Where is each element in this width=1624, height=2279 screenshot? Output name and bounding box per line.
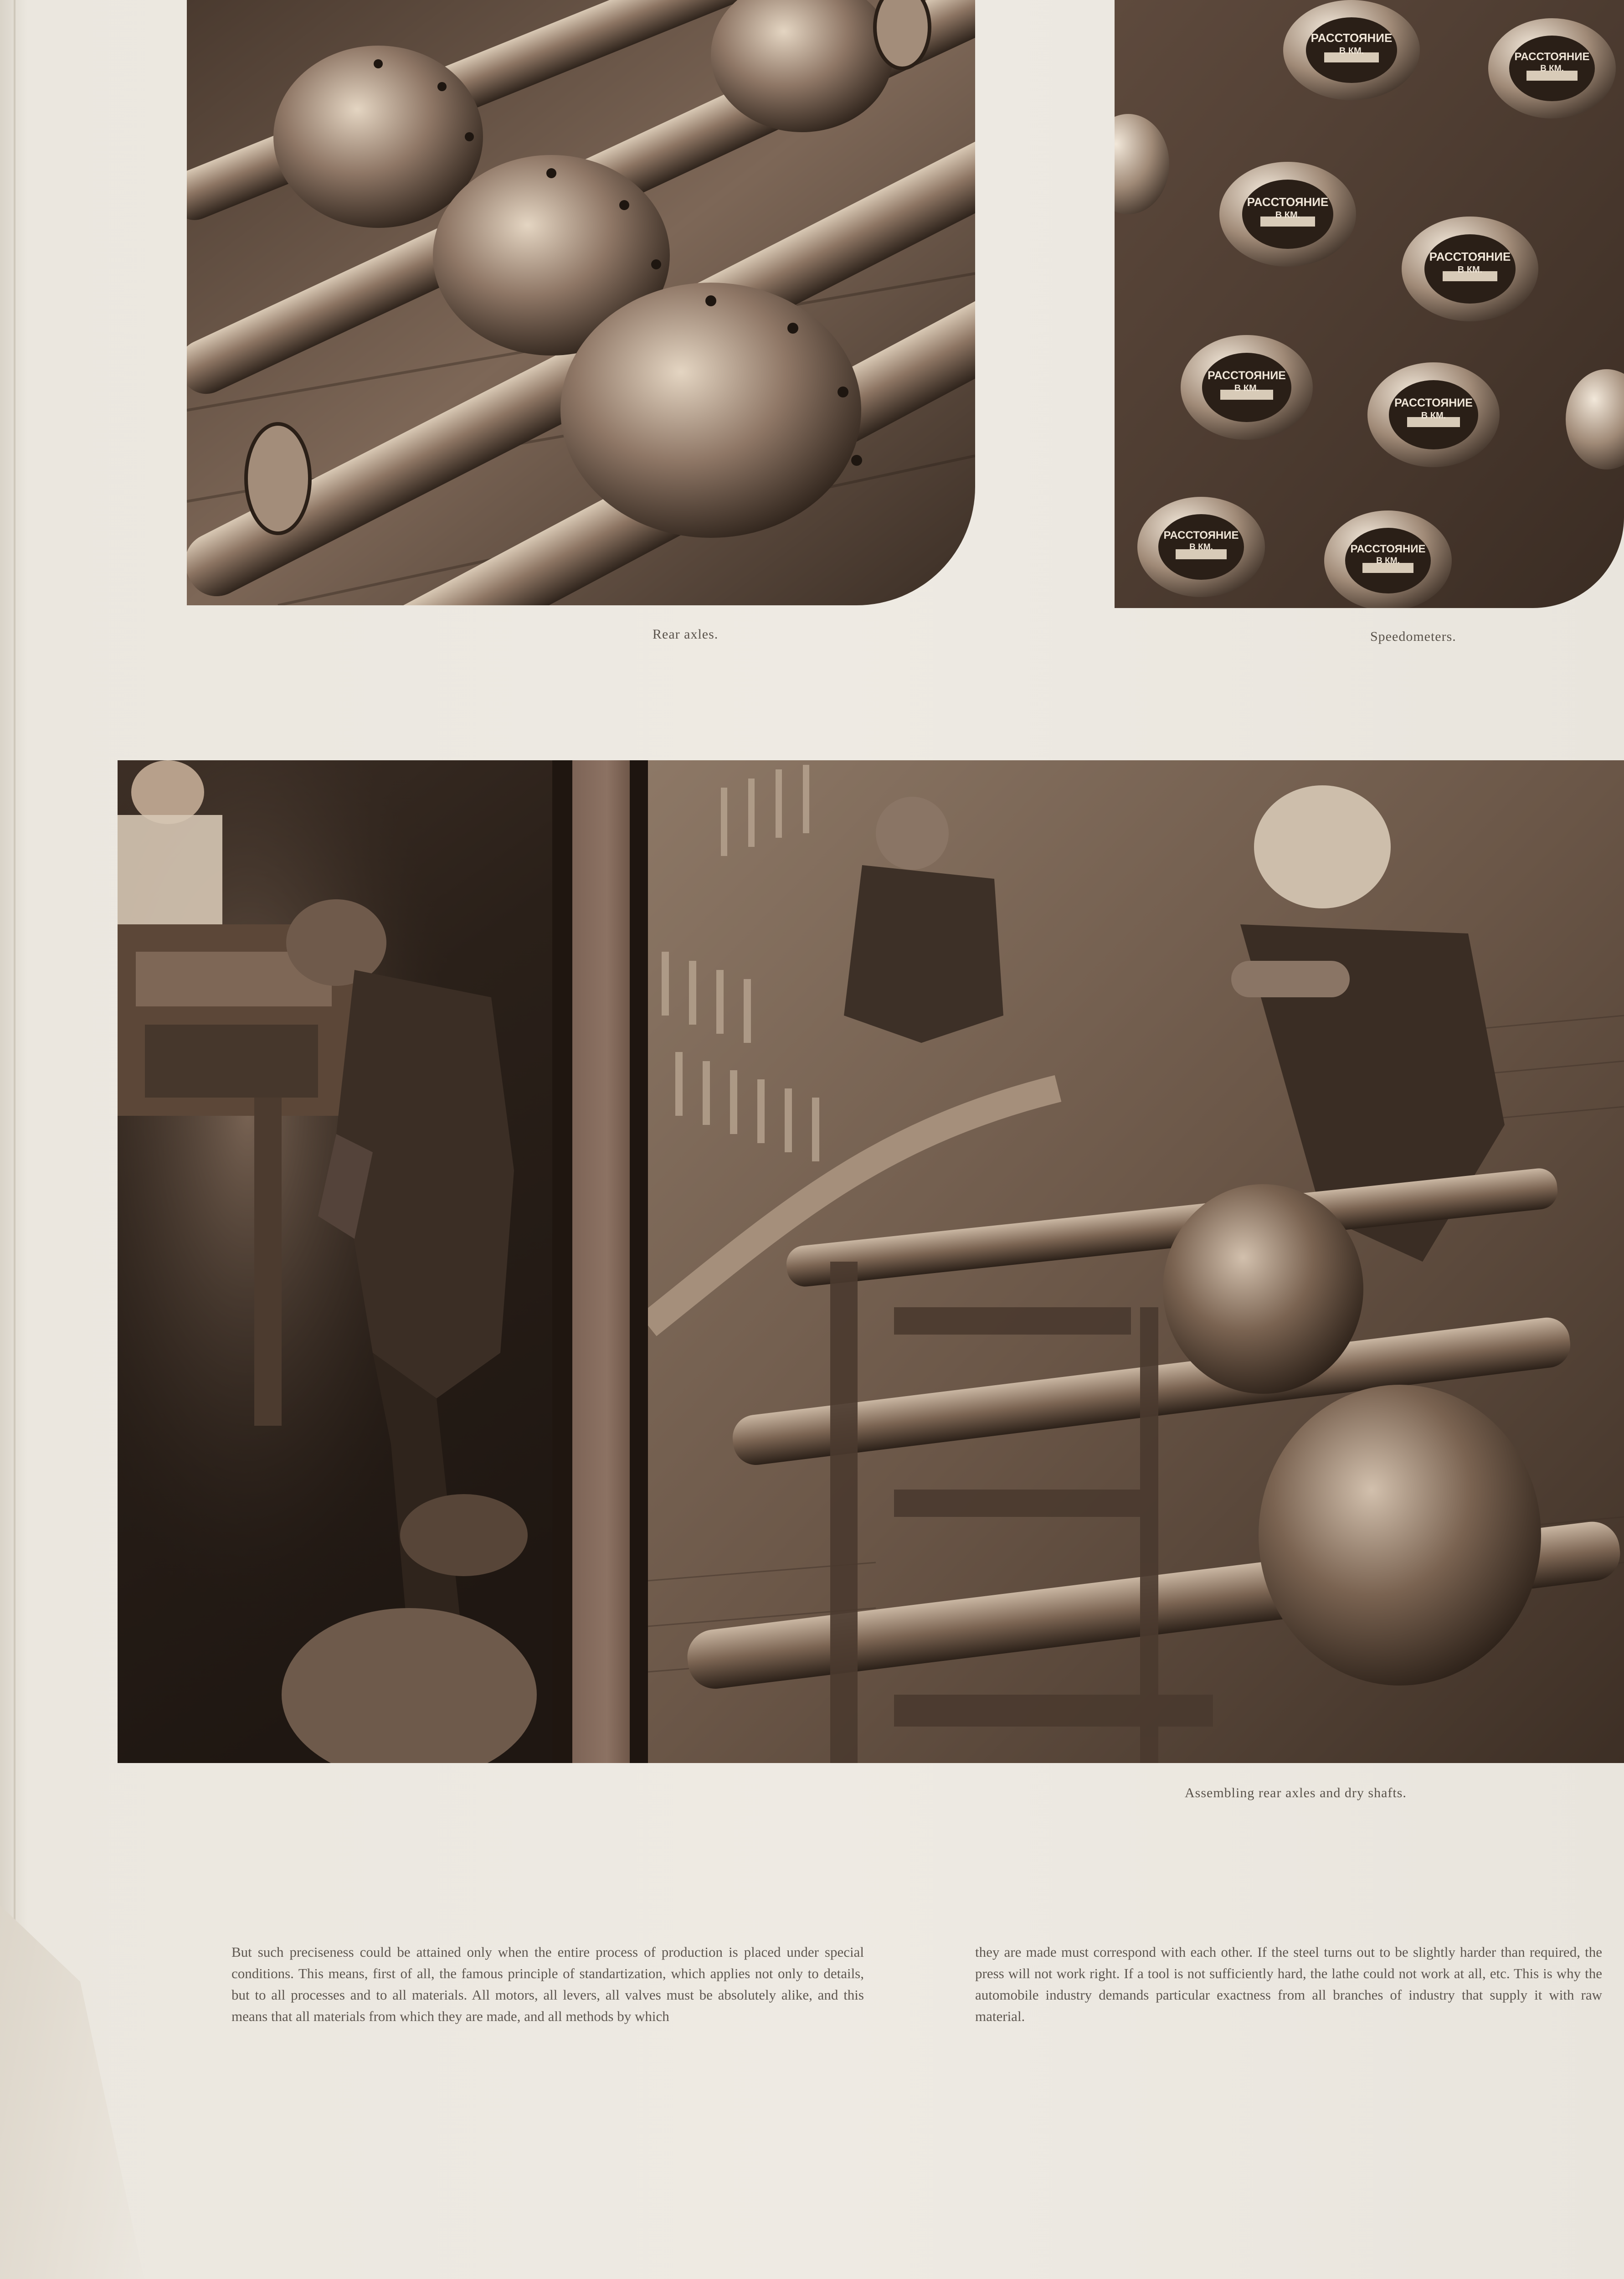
worker-at-machine-photo bbox=[118, 760, 552, 1763]
dial-unit: В КМ. bbox=[1339, 46, 1364, 56]
speedometers-photo bbox=[1115, 0, 1624, 608]
dial-label: РАССТОЯНИЕ bbox=[1514, 51, 1590, 63]
speedometers-photo-art bbox=[1115, 0, 1624, 608]
dial-label: РАССТОЯНИЕ bbox=[1394, 397, 1473, 409]
dial-unit: В КМ. bbox=[1275, 210, 1300, 220]
dial-unit: В КМ. bbox=[1421, 411, 1446, 421]
assembly-caption: Assembling rear axles and dry shafts. bbox=[1185, 1785, 1407, 1800]
dial-label: РАССТОЯНИЕ bbox=[1247, 195, 1329, 209]
dial-label: РАССТОЯНИЕ bbox=[1311, 31, 1393, 45]
speedometers-caption: Speedometers. bbox=[1370, 629, 1456, 644]
body-text-column-right: they are made must correspond with each other. If the steel turns out to be slightly harder than required, the press will not work right. If a tool is not sufficiently hard, the lathe could not work at all, etc. This is why the automobile industry demands particular exactness from all branches of industry that supply it with raw material. bbox=[975, 1944, 1602, 2024]
assembly-line-photo-art bbox=[648, 760, 1624, 1763]
assembly-line-photo bbox=[648, 760, 1624, 1763]
rear-axles-photo bbox=[187, 0, 975, 605]
dial-unit: В КМ. bbox=[1457, 265, 1483, 275]
dial-unit: В КМ. bbox=[1234, 383, 1259, 393]
dial-unit: В КМ. bbox=[1540, 64, 1564, 73]
dial-unit: В КМ. bbox=[1376, 556, 1400, 566]
dial-label: РАССТОЯНИЕ bbox=[1429, 250, 1511, 263]
dial-label: РАССТОЯНИЕ bbox=[1208, 369, 1286, 382]
dial-label: РАССТОЯНИЕ bbox=[1163, 529, 1239, 541]
rear-axles-photo-art bbox=[187, 0, 975, 605]
worker-at-machine-photo-art bbox=[118, 760, 552, 1763]
body-text-column-left: But such preciseness could be attained only when the entire process of production is placed under special conditions. This means, first of all, the famous principle of standartization, which applies not only to details, but to all processes and to all materials. All motors, all levers, all valves must be absolutely alike, and this means that all materials from which they are made, and all methods by which bbox=[231, 1944, 864, 2024]
dial-label: РАССТОЯНИЕ bbox=[1350, 543, 1426, 555]
dial-unit: В КМ. bbox=[1189, 542, 1213, 552]
rear-axles-caption: Rear axles. bbox=[653, 627, 719, 642]
photo-divider-strip bbox=[552, 760, 648, 1763]
